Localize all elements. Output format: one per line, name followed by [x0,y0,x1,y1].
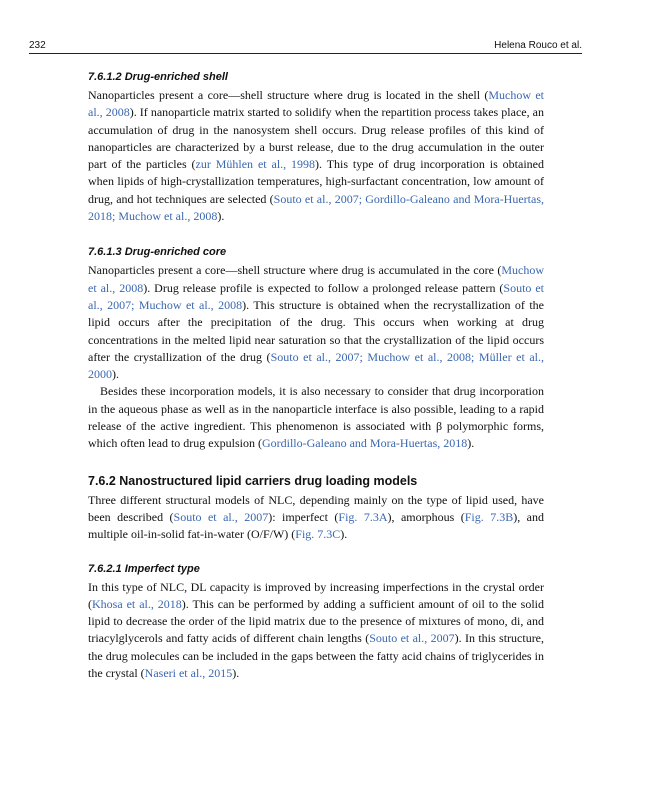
text-run: ). This can be performed by adding a sufficient amount of oil to the solid lipid to decrease the order of the lipid matrix due to the presence of mixtures of mono, di, and triacylglycerols and fatty acids of different chain lengths ( [88,596,544,646]
paragraph-drug-enriched-shell [88,87,544,225]
citation-link[interactable]: Muchow et al., 2008 [88,88,545,120]
text-run: ). This type of drug incorporation is obtained when lipids of high-crystallization temperatures, high-surfactant concentration, low amount of drug, and hot techniques are selected ( [88,157,544,206]
citation-link[interactable]: Souto et al., 2007; Muchow et al., 2008 [88,280,545,312]
text-run: Nanoparticles present a core—shell structure where drug is located in the shell ( [88,88,489,102]
text-run: ). In this structure, the drug molecules can be included in the gaps between the fatty acid chains of triglycerides in the crystal ( [88,631,545,681]
text-run: Three different structural models of NLC, depending mainly on the type of lipid used, have been described ( [88,492,544,524]
heading-drug-enriched-shell: 7.6.1.2 Drug-enriched shell [88,71,228,83]
text-run: ), and multiple oil-in-solid fat-in-water (O/F/W) ( [88,509,544,542]
citation-link[interactable]: Souto et al., 2007 [369,631,455,646]
citation-link[interactable]: Souto et al., 2007; Gordillo-Galeano and Mora-Huertas, 2018; Muchow et al., 2008 [88,191,545,224]
page-number: 232 [29,40,46,51]
paragraph-imperfect-type [88,579,544,683]
text-run: ): imperfect ( [268,509,339,524]
text-run: ). [112,367,119,382]
text-run: ). Drug release profile is expected to follow a prolonged release pattern ( [143,280,504,295]
citation-link[interactable]: Khosa et al., 2018 [92,596,182,611]
citation-link[interactable]: Souto et al., 2007; Muchow et al., 2008; Müller et al., 2000 [88,349,544,382]
text-run: ), amorphous ( [387,509,465,524]
text-run: ). This structure is obtained when the recrystallization of the lipid occurs after the precipitation of the drug. This occurs when working at drug concentrations in the melted lipid near saturation so that the crystallization of the lipid occurs after the crystallization of the drug ( [88,297,544,364]
running-author: Helena Rouco et al. [494,40,582,51]
text-run: Nanoparticles present a core—shell structure where drug is accumulated in the core ( [88,263,502,278]
citation-link[interactable]: Souto et al., 2007 [173,509,269,524]
paragraph-drug-enriched-core [88,262,544,383]
text-run: ). [217,209,225,224]
figure-link[interactable]: Fig. 7.3C [295,527,341,542]
text-run: ). If nanoparticle matrix started to solidify when the repartition process takes place, an accumulation of drug in the nanosystem shell occurs. Drug release profiles of this kind of nanoparticles are characterized by a burst release, due to the drug accumulation in the outer part of the particles ( [88,105,544,172]
article-body [88,70,544,682]
paragraph-nlc-models [88,492,544,544]
running-head [29,40,582,54]
citation-link[interactable]: Muchow et al., 2008 [88,263,544,295]
citation-link[interactable]: zur Mühlen et al., 1998 [195,157,316,172]
text-run: ). [340,527,348,542]
figure-link[interactable]: Fig. 7.3B [464,509,514,524]
heading-nlc-loading-models: 7.6.2 Nanostructured lipid carriers drug loading models [88,473,418,488]
citation-link[interactable]: Gordillo-Galeano and Mora-Huertas, 2018 [261,436,468,451]
citation-link[interactable]: Naseri et al., 2015 [144,666,233,681]
figure-link[interactable]: Fig. 7.3A [338,509,388,524]
text-run: In this type of NLC, DL capacity is improved by increasing imperfections in the crystal order ( [88,579,544,611]
text-run: Besides these incorporation models, it is also necessary to consider that drug incorporation in the aqueous phase as well as in the nanoparticle interface is also possible, leading to a rapid release of the active ingredient. This phenomenon is associated with β polymorphic forms, which often lead to drug expulsion ( [88,384,544,451]
heading-imperfect-type: 7.6.2.1 Imperfect type [88,562,200,575]
paragraph-incorporation-models [88,383,544,452]
text-run: ). [467,436,475,451]
text-run: ). [232,666,240,681]
heading-drug-enriched-core: 7.6.1.3 Drug-enriched core [88,246,227,259]
